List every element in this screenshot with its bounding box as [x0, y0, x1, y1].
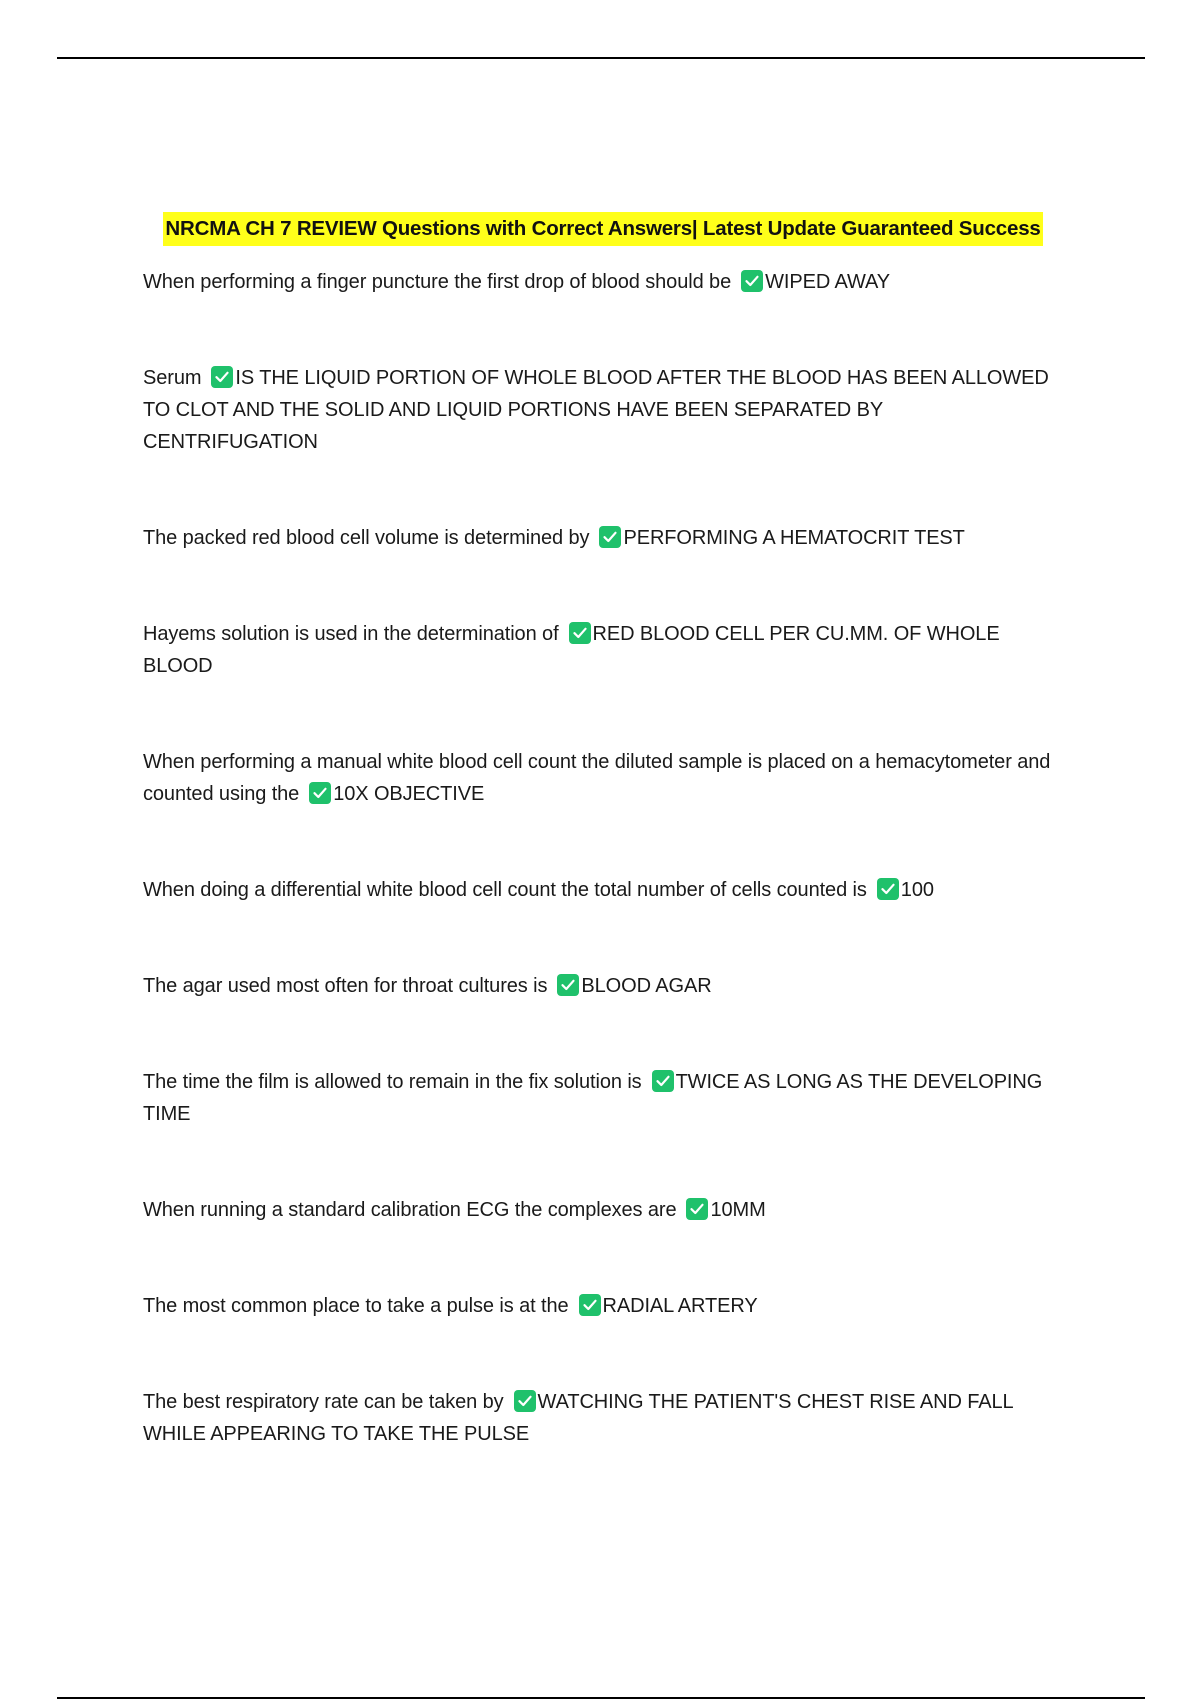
check-box-icon	[686, 1198, 708, 1220]
qa-item	[143, 266, 1063, 298]
check-box-icon	[514, 1390, 536, 1412]
answer-text: IS THE LIQUID PORTION OF WHOLE BLOOD AFTER THE BLOOD HAS BEEN ALLOWED TO CLOT AND THE SOLID AND LIQUID PORTIONS HAVE BEEN SEPARATED BY CENTRIFUGATION	[143, 367, 1049, 453]
question-text: Serum	[143, 367, 202, 389]
qa-item	[143, 618, 1063, 682]
qa-item	[143, 970, 1063, 1002]
question-text: The most common place to take a pulse is at the	[143, 1295, 569, 1317]
answer-text: 10MM	[710, 1199, 766, 1221]
answer-text: RADIAL ARTERY	[602, 1295, 758, 1317]
answer-text: RED BLOOD CELL PER CU.MM. OF WHOLE BLOOD	[143, 623, 1000, 677]
bottom-rule	[57, 1697, 1145, 1699]
check-box-icon	[569, 622, 591, 644]
title-block	[143, 212, 1063, 246]
answer-text: WIPED AWAY	[765, 271, 891, 293]
question-text: The time the film is allowed to remain in the fix solution is	[143, 1071, 642, 1093]
qa-item	[143, 874, 1063, 906]
qa-item	[143, 746, 1063, 810]
qa-item	[143, 1290, 1063, 1322]
question-text: The agar used most often for throat cultures is	[143, 975, 548, 997]
qa-item	[143, 522, 1063, 554]
check-box-icon	[557, 974, 579, 996]
check-box-icon	[652, 1070, 674, 1092]
question-text: The best respiratory rate can be taken by	[143, 1391, 504, 1413]
answer-text: 100	[900, 879, 934, 901]
question-text: When doing a differential white blood cell count the total number of cells counted is	[143, 879, 867, 901]
qa-item	[143, 1066, 1063, 1130]
document-title: NRCMA CH 7 REVIEW Questions with Correct Answers| Latest Update Guaranteed Success	[163, 212, 1042, 246]
answer-text: WATCHING THE PATIENT'S CHEST RISE AND FALL WHILE APPEARING TO TAKE THE PULSE	[143, 1391, 1013, 1445]
check-box-icon	[741, 270, 763, 292]
check-box-icon	[877, 878, 899, 900]
check-box-icon	[599, 526, 621, 548]
qa-item	[143, 362, 1063, 458]
qa-item	[143, 1386, 1063, 1450]
check-box-icon	[579, 1294, 601, 1316]
top-rule	[57, 57, 1145, 59]
question-text: When performing a manual white blood cell count the diluted sample is placed on a hemacytometer and counted using the	[143, 751, 1051, 805]
answer-text: PERFORMING A HEMATOCRIT TEST	[623, 527, 965, 549]
question-text: When performing a finger puncture the first drop of blood should be	[143, 271, 732, 293]
answer-text: 10X OBJECTIVE	[333, 783, 485, 805]
question-text: The packed red blood cell volume is determined by	[143, 527, 590, 549]
answer-text: BLOOD AGAR	[581, 975, 712, 997]
question-text: When running a standard calibration ECG the complexes are	[143, 1199, 677, 1221]
check-box-icon	[309, 782, 331, 804]
qa-item	[143, 1194, 1063, 1226]
document-body	[143, 212, 1063, 1450]
check-box-icon	[211, 366, 233, 388]
question-text: Hayems solution is used in the determination of	[143, 623, 559, 645]
answer-text: TWICE AS LONG AS THE DEVELOPING TIME	[143, 1071, 1043, 1125]
